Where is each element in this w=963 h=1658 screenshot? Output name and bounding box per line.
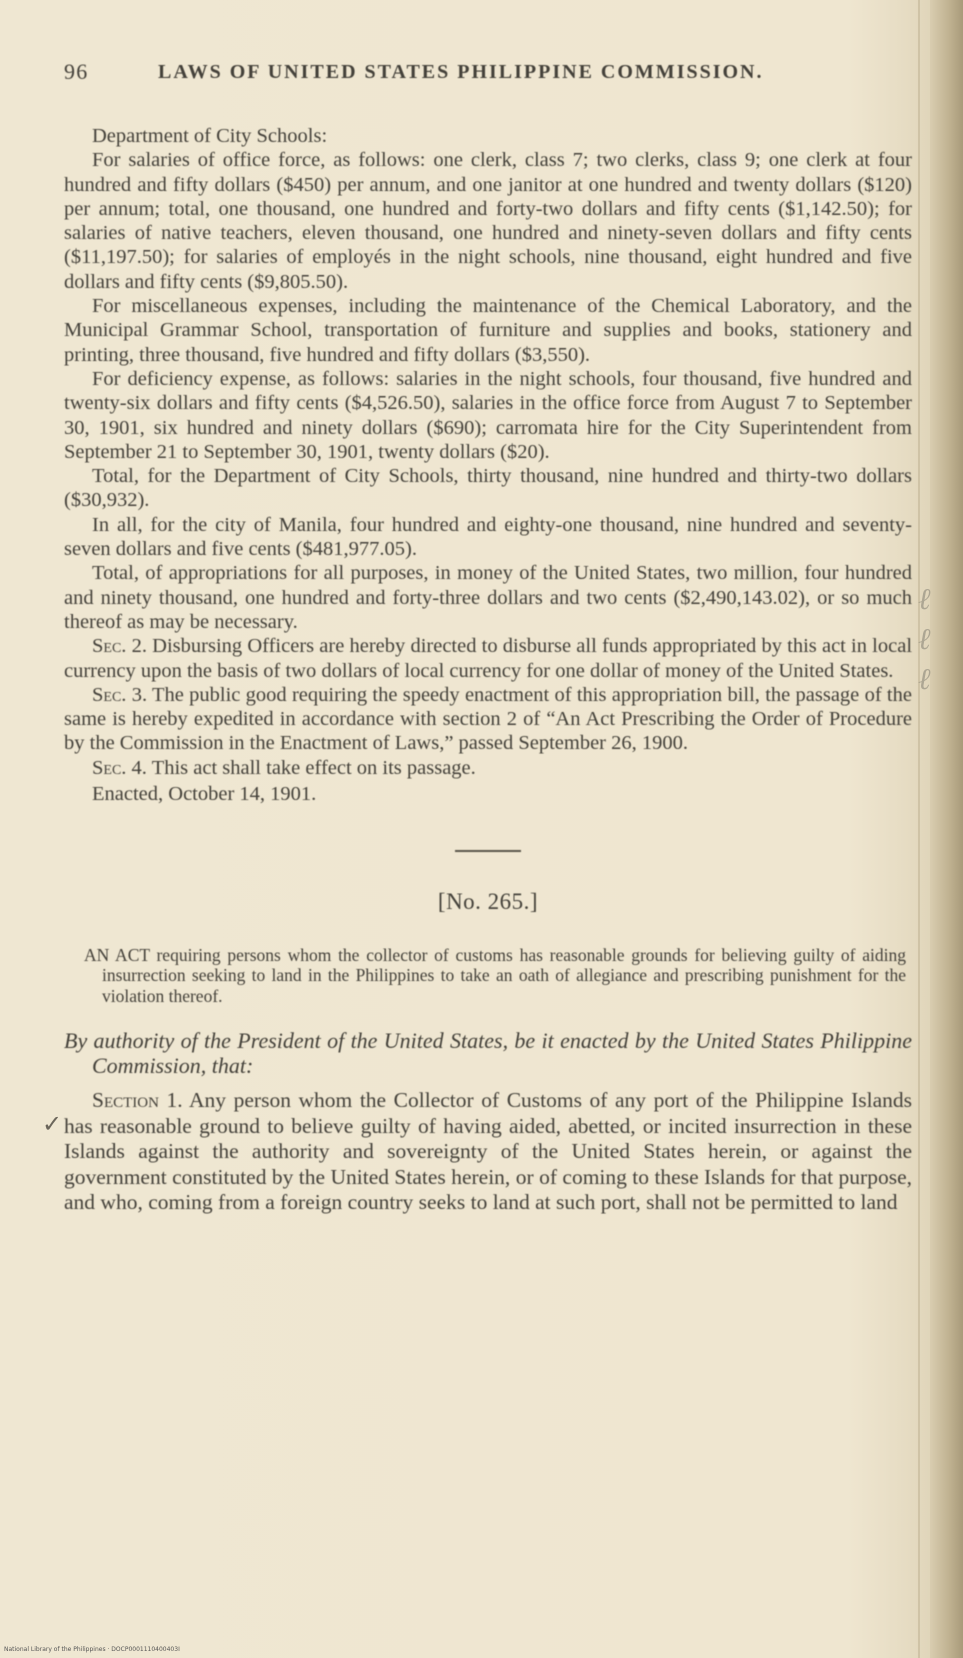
paragraph-deficiency: For deficiency expense, as follows: salaries in the night schools, four thousand, five hundred and twenty-six dollars and fifty cents ($4,526.50), salaries in the office force from August 7 to September 30, 1901, six hundred and ninety dollars ($690); carromata hire for the City Superintendent from September 21 to September 30, 1901, twenty dollars ($20). — [64, 367, 912, 463]
book-gutter — [930, 0, 963, 1658]
check-mark-icon: ✓ — [42, 1110, 63, 1138]
scan-credit: National Library of the Philippines · DOCP0001110400403I — [4, 1646, 180, 1653]
section-2-text: Disbursing Officers are hereby directed to disburse all funds appropriated by this act in local currency upon the basis of two dollars of local currency for one dollar of money of the United States. — [64, 635, 913, 682]
section-4 — [64, 756, 912, 780]
section-4-text: This act shall take effect on its passage. — [151, 756, 476, 779]
page-edge — [918, 0, 920, 1658]
act-title: AN ACT requiring persons whom the collector of customs has reasonable grounds for believing guilty of aiding insurrection seeking to land in the Philippines to take an oath of allegiance and prescribing punishment for the violation thereof. — [84, 944, 906, 1006]
section-3 — [64, 683, 912, 756]
section-3-label: Sec. 3. — [92, 683, 148, 706]
section-divider — [455, 850, 521, 852]
running-header — [64, 60, 912, 88]
page-number: 96 — [64, 59, 89, 84]
paragraph-total-schools: Total, for the Department of City Schools, thirty thousand, nine hundred and thirty-two dollars ($30,932). — [64, 465, 912, 512]
act-section-1-text: Any person whom the Collector of Customs of any port of the Philippine Islands has reasonable ground to believe guilty of having aided, abetted, or incited insurrection in these Islands against the authority and sovereignty of the United States herein, or against the government constituted by the United States herein, or of coming to these Islands for that purpose, and who, coming from a foreign country seeks to land at such port, shall not be permitted to land — [64, 1088, 912, 1215]
section-2-label: Sec. 2. — [92, 635, 147, 658]
act-section-1-label: Section 1. — [92, 1088, 183, 1113]
enacted-date: Enacted, October 14, 1901. — [92, 783, 317, 806]
paragraph-office-force: For salaries of office force, as follows: one clerk, class 7; two clerks, class 9; one clerk at four hundred and fifty dollars ($450) per annum, and one janitor at one hundred and twenty dollars ($120) per annum; total, one thousand, one hundred and forty-two dollars and fifty cents ($1,142.50); for salaries of native teachers, eleven thousand, one hundred and ninety-seven dollars and fifty cents ($11,197.50); for salaries of employés in the night schools, nine thousand, eight hundred and five dollars and fifty cents ($9,805.50). — [64, 149, 912, 293]
section-3-text: The public good requiring the speedy enactment of this appropriation bill, the passage of the same is hereby expedited in accordance with section 2 of “An Act Prescribing the Order of Procedure by the Commission in the Enactment of Laws,” passed September 26, 1900. — [64, 683, 912, 755]
paragraph-total-appropriations: Total, of appropriations for all purposes, in money of the United States, two million, four hundred and ninety thousand, one hundred and forty-three dollars and two cents ($2,490,143.02), or so much thereof as may be necessary. — [64, 562, 912, 633]
header-title: LAWS OF UNITED STATES PHILIPPINE COMMISSION. — [158, 61, 764, 83]
paragraph-miscellaneous: For miscellaneous expenses, including the maintenance of the Chemical Laboratory, and the Municipal Grammar School, transportation of furniture and supplies and books, stationery and printing, three thousand, five hundred and fifty dollars ($3,550). — [64, 295, 912, 366]
enacting-clause: By authority of the President of the United States, be it enacted by the United States Philippine Commission, that: — [64, 1028, 912, 1079]
margin-annotation-icon: ℓ ℓ ℓ — [918, 582, 931, 697]
department-heading: Department of City Schools: — [92, 125, 328, 147]
section-2 — [64, 634, 912, 683]
section-4-label: Sec. 4. — [92, 756, 147, 779]
paragraph-total-manila: In all, for the city of Manila, four hundred and eighty-one thousand, nine hundred and seventy-seven dollars and five cents ($481,977.05). — [64, 513, 912, 561]
act-section-1 — [64, 1088, 912, 1216]
act-number: [No. 265.] — [437, 889, 539, 915]
page-text — [64, 60, 912, 1216]
